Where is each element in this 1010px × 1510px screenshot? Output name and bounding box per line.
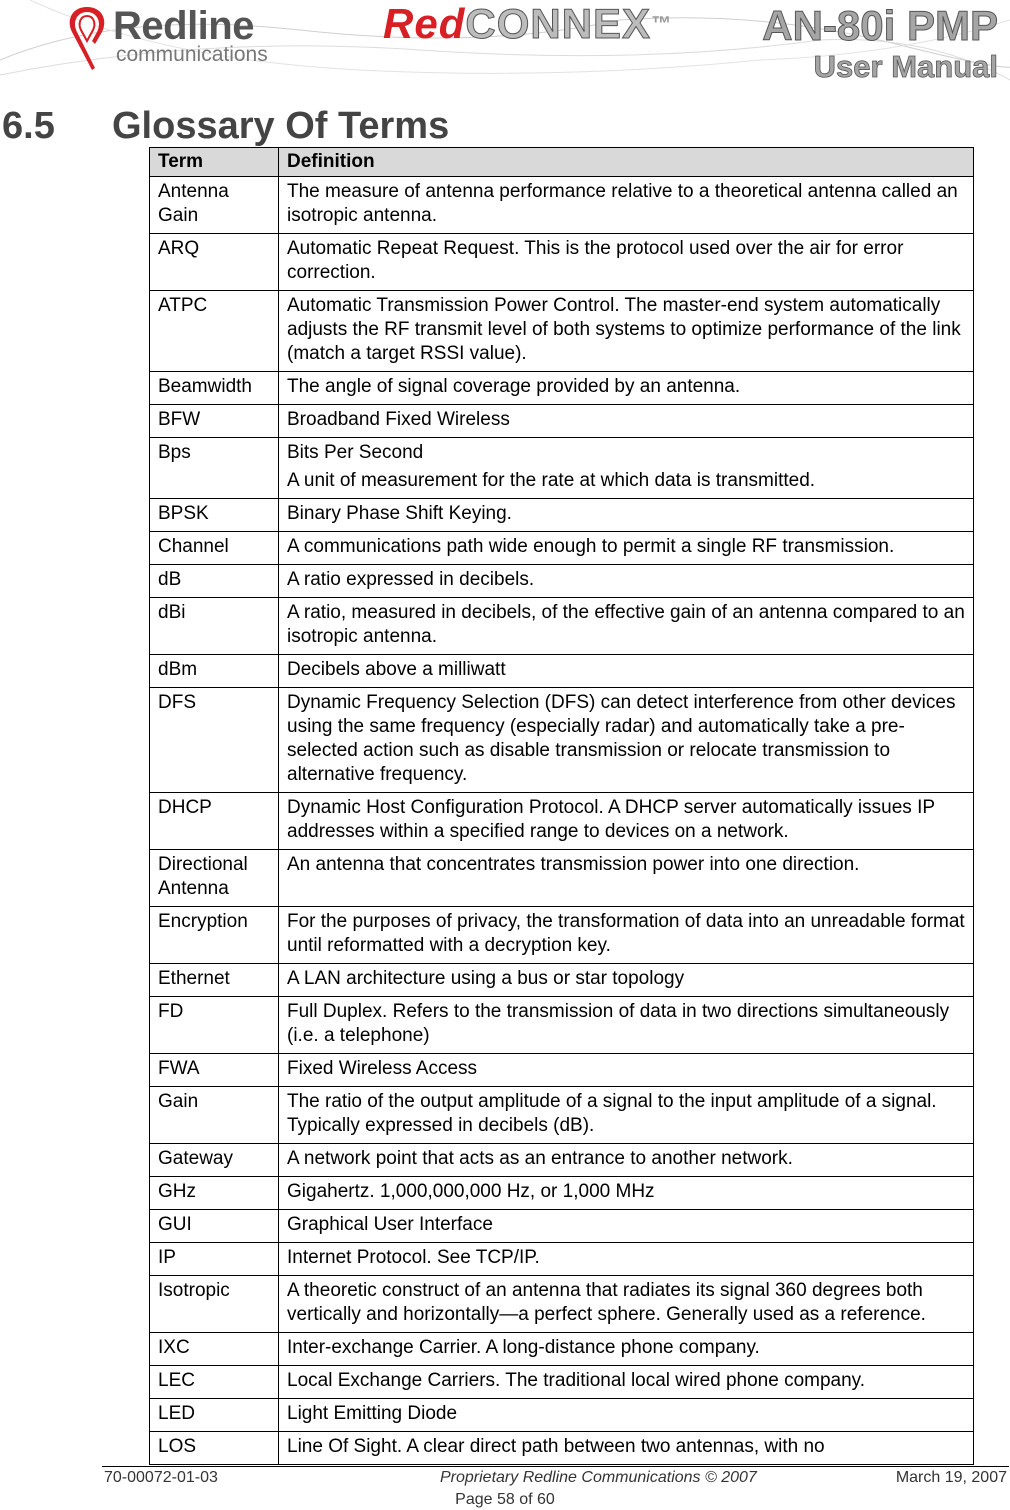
redline-logo-icon bbox=[62, 4, 112, 72]
term-cell: dB bbox=[150, 565, 279, 598]
definition-cell: For the purposes of privacy, the transformation of data into an unreadable format until reformatted with a decryption key. bbox=[279, 907, 974, 964]
product-name: AN-80i PMP bbox=[762, 2, 998, 49]
table-row bbox=[150, 1177, 974, 1210]
definition-cell: Graphical User Interface bbox=[279, 1210, 974, 1243]
definition-cell bbox=[279, 438, 974, 499]
definition-cell: Gigahertz. 1,000,000,000 Hz, or 1,000 MHz bbox=[279, 1177, 974, 1210]
term-cell: dBi bbox=[150, 598, 279, 655]
definition-cell: Local Exchange Carriers. The traditional local wired phone company. bbox=[279, 1366, 974, 1399]
table-row bbox=[150, 1144, 974, 1177]
section-heading bbox=[2, 104, 449, 148]
term-cell: BPSK bbox=[150, 499, 279, 532]
definition-cell: The measure of antenna performance relative to a theoretical antenna called an isotropic antenna. bbox=[279, 177, 974, 234]
column-header-definition: Definition bbox=[279, 148, 974, 177]
term-cell: Beamwidth bbox=[150, 372, 279, 405]
brand-title bbox=[383, 2, 672, 46]
term-cell: Gateway bbox=[150, 1144, 279, 1177]
term-cell: Encryption bbox=[150, 907, 279, 964]
brand-rest-part: CONNEX bbox=[465, 0, 652, 47]
term-cell: Isotropic bbox=[150, 1276, 279, 1333]
table-row bbox=[150, 1432, 974, 1465]
term-cell: Antenna Gain bbox=[150, 177, 279, 234]
definition-cell: A theoretic construct of an antenna that radiates its signal 360 degrees both vertically and horizontally—a perfect sphere. Generally used as a reference. bbox=[279, 1276, 974, 1333]
table-row bbox=[150, 177, 974, 234]
definition-line: A unit of measurement for the rate at which data is transmitted. bbox=[287, 470, 816, 491]
table-row bbox=[150, 964, 974, 997]
table-row bbox=[150, 1333, 974, 1366]
definition-cell: Line Of Sight. A clear direct path between two antennas, with no bbox=[279, 1432, 974, 1465]
term-cell: BFW bbox=[150, 405, 279, 438]
table-row bbox=[150, 1399, 974, 1432]
term-cell: IP bbox=[150, 1243, 279, 1276]
table-row bbox=[150, 655, 974, 688]
brand-red-part: Red bbox=[383, 0, 466, 47]
footer-copyright: Proprietary Redline Communications © 2007 bbox=[440, 1469, 757, 1486]
footer-date: March 19, 2007 bbox=[895, 1469, 1007, 1486]
table-row bbox=[150, 372, 974, 405]
definition-cell: A LAN architecture using a bus or star topology bbox=[279, 964, 974, 997]
table-row bbox=[150, 598, 974, 655]
definition-cell: Fixed Wireless Access bbox=[279, 1054, 974, 1087]
term-cell: dBm bbox=[150, 655, 279, 688]
definition-cell: Broadband Fixed Wireless bbox=[279, 405, 974, 438]
term-cell: GUI bbox=[150, 1210, 279, 1243]
definition-cell: Inter-exchange Carrier. A long-distance phone company. bbox=[279, 1333, 974, 1366]
table-header-row bbox=[150, 148, 974, 177]
table-row bbox=[150, 1210, 974, 1243]
term-cell: IXC bbox=[150, 1333, 279, 1366]
document-type: User Manual bbox=[813, 49, 998, 84]
definition-cell: Light Emitting Diode bbox=[279, 1399, 974, 1432]
term-cell: Ethernet bbox=[150, 964, 279, 997]
table-row bbox=[150, 1054, 974, 1087]
footer-doc-number: 70-00072-01-03 bbox=[104, 1469, 218, 1486]
term-cell: FD bbox=[150, 997, 279, 1054]
page-header bbox=[0, 0, 1010, 95]
definition-cell: The angle of signal coverage provided by an antenna. bbox=[279, 372, 974, 405]
term-cell: LEC bbox=[150, 1366, 279, 1399]
table-row bbox=[150, 532, 974, 565]
definition-cell: The ratio of the output amplitude of a signal to the input amplitude of a signal. Typically expressed in decibels (dB). bbox=[279, 1087, 974, 1144]
term-cell: ARQ bbox=[150, 234, 279, 291]
table-row bbox=[150, 793, 974, 850]
definition-cell: A ratio expressed in decibels. bbox=[279, 565, 974, 598]
definition-cell: A communications path wide enough to permit a single RF transmission. bbox=[279, 532, 974, 565]
table-row bbox=[150, 1087, 974, 1144]
term-cell: GHz bbox=[150, 1177, 279, 1210]
definition-cell: Full Duplex. Refers to the transmission of data in two directions simultaneously (i.e. a telephone) bbox=[279, 997, 974, 1054]
table-row bbox=[150, 688, 974, 793]
term-cell: ATPC bbox=[150, 291, 279, 372]
table-row bbox=[150, 907, 974, 964]
glossary-table bbox=[149, 147, 974, 1465]
term-cell: DHCP bbox=[150, 793, 279, 850]
term-cell: DFS bbox=[150, 688, 279, 793]
definition-cell: Dynamic Host Configuration Protocol. A DHCP server automatically issues IP addresses within a specified range to devices on a network. bbox=[279, 793, 974, 850]
definition-line: Bits Per Second bbox=[287, 442, 424, 463]
trademark-symbol: ™ bbox=[651, 13, 673, 35]
definition-cell: A network point that acts as an entrance to another network. bbox=[279, 1144, 974, 1177]
table-row bbox=[150, 997, 974, 1054]
definition-cell: An antenna that concentrates transmission power into one direction. bbox=[279, 850, 974, 907]
definition-cell: Dynamic Frequency Selection (DFS) can detect interference from other devices using the same frequency (especially radar) and automatically take a pre-selected action such as disable transmission or relocate transmission to alternative frequency. bbox=[279, 688, 974, 793]
term-cell: Channel bbox=[150, 532, 279, 565]
table-row bbox=[150, 1243, 974, 1276]
column-header-term: Term bbox=[150, 148, 279, 177]
definition-cell: Internet Protocol. See TCP/IP. bbox=[279, 1243, 974, 1276]
table-row bbox=[150, 850, 974, 907]
section-number: 6.5 bbox=[2, 105, 55, 147]
section-title: Glossary Of Terms bbox=[112, 105, 450, 147]
table-row bbox=[150, 234, 974, 291]
table-row bbox=[150, 1366, 974, 1399]
logo-subtitle: communications bbox=[116, 43, 268, 66]
footer-divider bbox=[102, 1466, 1009, 1467]
term-cell: Bps bbox=[150, 438, 279, 499]
definition-cell: Automatic Transmission Power Control. The master-end system automatically adjusts the RF transmit level of both systems to optimize performance of the link (match a target RSSI value). bbox=[279, 291, 974, 372]
definition-cell: Decibels above a milliwatt bbox=[279, 655, 974, 688]
term-cell: FWA bbox=[150, 1054, 279, 1087]
page-number: Page 58 of 60 bbox=[455, 1491, 555, 1508]
definition-cell: Automatic Repeat Request. This is the protocol used over the air for error correction. bbox=[279, 234, 974, 291]
table-row bbox=[150, 438, 974, 499]
table-row bbox=[150, 1276, 974, 1333]
term-cell: Directional Antenna bbox=[150, 850, 279, 907]
table-row bbox=[150, 291, 974, 372]
table-row bbox=[150, 499, 974, 532]
logo-wordmark: Redline bbox=[113, 4, 254, 48]
term-cell: Gain bbox=[150, 1087, 279, 1144]
term-cell: LED bbox=[150, 1399, 279, 1432]
definition-cell: Binary Phase Shift Keying. bbox=[279, 499, 974, 532]
table-row bbox=[150, 405, 974, 438]
table-row bbox=[150, 565, 974, 598]
definition-cell: A ratio, measured in decibels, of the effective gain of an antenna compared to an isotropic antenna. bbox=[279, 598, 974, 655]
term-cell: LOS bbox=[150, 1432, 279, 1465]
